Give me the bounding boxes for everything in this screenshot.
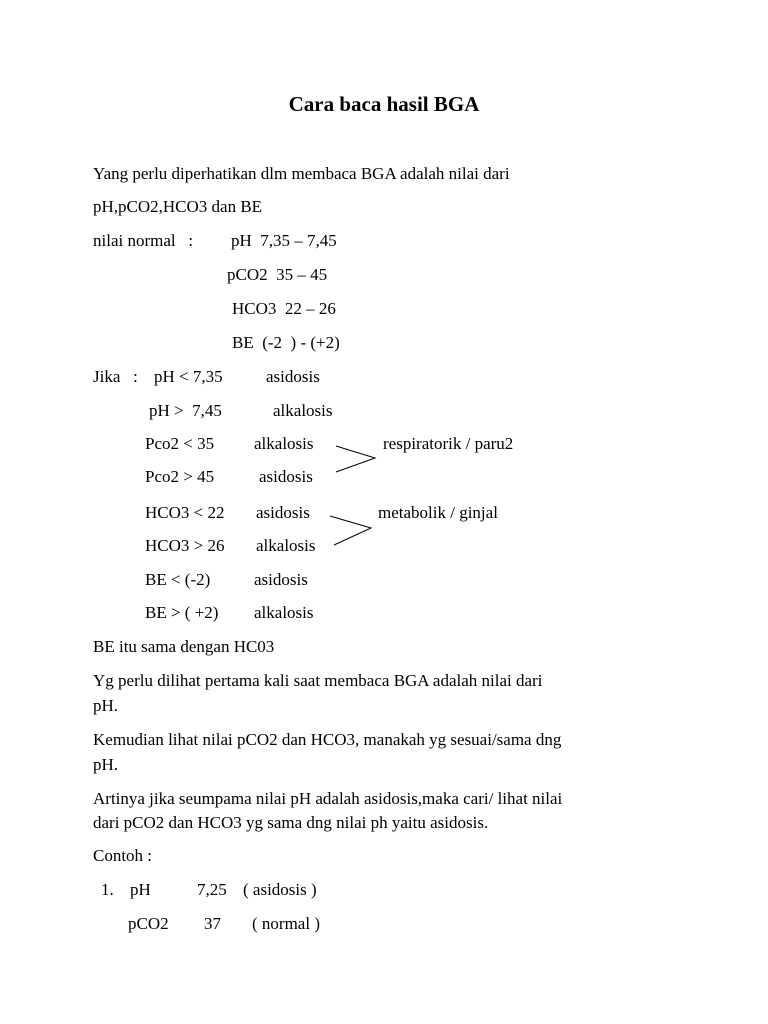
- cond-be-low-result: asidosis: [254, 570, 308, 589]
- be-note: BE itu sama dengan HC03: [93, 637, 275, 656]
- metabolic-note: metabolik / ginjal: [378, 503, 498, 522]
- cond-ph-low: pH < 7,35: [154, 367, 223, 386]
- example-1-ph-value: 7,25: [197, 880, 227, 899]
- cond-pco2-high-result: asidosis: [259, 467, 313, 486]
- cond-be-high-result: alkalosis: [254, 603, 314, 622]
- para1-line-2: pH.: [93, 696, 119, 715]
- intro-line-1: Yang perlu diperhatikan dlm membaca BGA adalah nilai dari: [93, 164, 510, 183]
- normal-pco2: pCO2 35 – 45: [227, 265, 328, 284]
- cond-hco3-high-result: alkalosis: [256, 536, 316, 555]
- cond-ph-high-result: alkalosis: [273, 401, 333, 420]
- para1-line-1: Yg perlu dilihat pertama kali saat membaca BGA adalah nilai dari: [93, 671, 543, 690]
- para2-line-1: Kemudian lihat nilai pCO2 dan HCO3, manakah yg sesuai/sama dng: [93, 730, 562, 749]
- cond-pco2-low-result: alkalosis: [254, 434, 314, 453]
- cond-hco3-high: HCO3 > 26: [145, 536, 225, 555]
- conditions-label: Jika :: [93, 367, 138, 386]
- normal-be: BE (-2 ) - (+2): [232, 333, 340, 352]
- page-title: Cara baca hasil BGA: [288, 92, 480, 116]
- normal-hco3: HCO3 22 – 26: [232, 299, 336, 318]
- cond-be-low: BE < (-2): [145, 570, 211, 589]
- intro-line-2: pH,pCO2,HCO3 dan BE: [93, 197, 263, 216]
- example-1-pco2-value: 37: [204, 914, 221, 933]
- para3-line-1: Artinya jika seumpama nilai pH adalah asidosis,maka cari/ lihat nilai: [93, 789, 563, 808]
- metabolic-bracket: [330, 516, 371, 545]
- example-1-ph-status: ( asidosis ): [243, 880, 317, 899]
- example-label: Contoh :: [93, 846, 153, 865]
- example-1-pco2-status: ( normal ): [252, 914, 320, 933]
- normal-values-label: nilai normal :: [93, 231, 194, 250]
- cond-ph-low-result: asidosis: [266, 367, 320, 386]
- cond-pco2-low: Pco2 < 35: [145, 434, 215, 453]
- example-1-pco2-label: pCO2: [128, 914, 169, 933]
- example-1-number: 1.: [101, 880, 114, 899]
- normal-ph: pH 7,35 – 7,45: [231, 231, 337, 250]
- cond-hco3-low-result: asidosis: [256, 503, 310, 522]
- respiratory-note: respiratorik / paru2: [383, 434, 514, 453]
- example-1-ph-label: pH: [130, 880, 151, 899]
- para2-line-2: pH.: [93, 755, 119, 774]
- cond-be-high: BE > ( +2): [145, 603, 219, 622]
- cond-pco2-high: Pco2 > 45: [145, 467, 215, 486]
- cond-ph-high: pH > 7,45: [149, 401, 222, 420]
- cond-hco3-low: HCO3 < 22: [145, 503, 225, 522]
- respiratory-bracket: [336, 446, 375, 472]
- para3-line-2: dari pCO2 dan HCO3 yg sama dng nilai ph yaitu asidosis.: [93, 813, 489, 832]
